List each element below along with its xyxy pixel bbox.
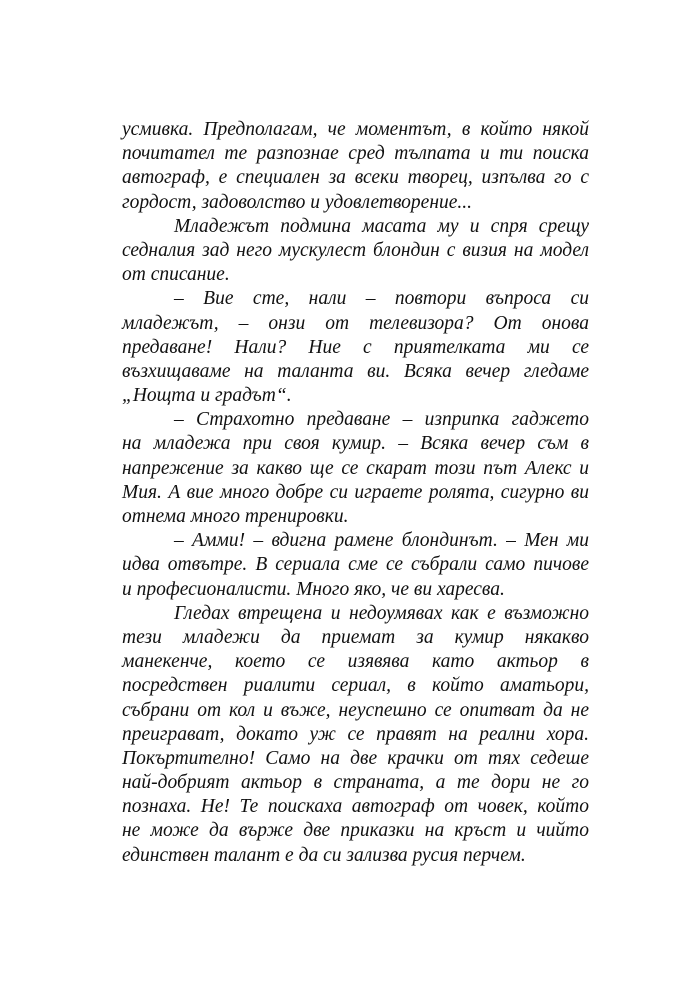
text-line: възхищаваме на таланта ви. Всяка вечер гледаме: [122, 360, 589, 382]
text-line: преиграват, докато уж се правят на реални хора.: [122, 723, 589, 745]
text-line: тези младежи да приемат за кумир някакво: [122, 626, 589, 648]
text-line: манекенче, което се изявява като актьор в: [122, 651, 589, 673]
paragraph: [122, 118, 589, 215]
text-line: единствен талант е да си зализва русия перчем.: [122, 844, 526, 866]
text-line: почитател те разпознае сред тълпата и ти поиска: [122, 143, 589, 165]
text-line: Покъртително! Само на две крачки от тях седеше: [122, 747, 589, 769]
text-line: не може да върже две приказки на кръст и чийто: [122, 820, 589, 842]
text-line: идва отвътре. В сериала сме се събрали само пичове: [122, 554, 589, 576]
text-line: автограф, е специален за всеки творец, изпълва го с: [122, 167, 589, 189]
text-line: отнема много тренировки.: [122, 506, 349, 527]
paragraph: [122, 408, 589, 529]
text-line: усмивка. Предполагам, че моментът, в който някой: [122, 119, 589, 140]
paragraph: [122, 287, 589, 408]
text-line: напрежение за какво ще се скарат този път Алекс и: [122, 457, 589, 479]
text-line: Гледах втрещена и недоумявах как е възможно: [174, 602, 589, 624]
paragraph: [122, 602, 589, 868]
paragraph: [122, 215, 589, 288]
text-line: посредствен риалити сериал, в който аматьори,: [122, 675, 589, 697]
body-text: [122, 118, 589, 868]
text-line: седналия зад него мускулест блондин с визия на модел: [122, 239, 589, 261]
text-line: и професионалисти. Много яко, че ви харесва.: [122, 578, 505, 600]
text-line: – Вие сте, нали – повтори въпроса си: [174, 288, 589, 310]
text-line: Младежът подмина масата му и спря срещу: [174, 215, 589, 237]
text-line: – Страхотно предаване – изприпка гаджето: [174, 409, 589, 431]
text-line: познаха. Не! Те поискаха автограф от човек, който: [122, 796, 589, 818]
text-line: най-добрият актьор в страната, а те дори не го: [122, 772, 589, 794]
text-line: „Нощта и градът“.: [122, 385, 292, 407]
text-line: събрани от кол и въже, неуспешно се опитват да не: [122, 699, 589, 721]
text-line: Мия. А вие много добре си играете ролята, сигурно ви: [122, 481, 589, 503]
text-line: – Амми! – вдигна рамене блондинът. – Мен ми: [174, 530, 589, 552]
text-line: гордост, задоволство и удовлетворение...: [122, 191, 473, 213]
text-line: младежът, – онзи от телевизора? От онова: [122, 312, 589, 334]
text-line: предаване! Нали? Ние с приятелката ми се: [122, 336, 589, 358]
paragraph: [122, 529, 589, 602]
text-line: от списание.: [122, 264, 230, 286]
text-line: на младежа при своя кумир. – Всяка вечер съм в: [122, 433, 589, 455]
